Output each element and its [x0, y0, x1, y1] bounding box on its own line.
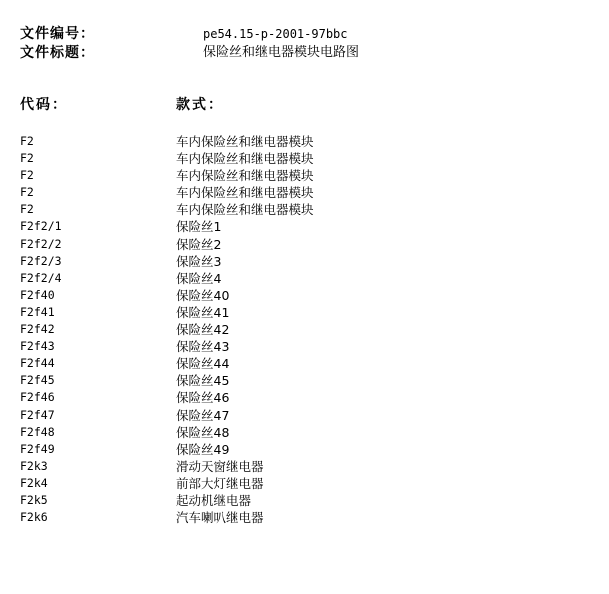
part-code: F2f44: [20, 356, 55, 371]
table-row: [20, 441, 580, 458]
doc-number-label: 文件编号：: [20, 26, 95, 42]
part-description: 保险丝4: [176, 270, 222, 286]
part-description: 保险丝47: [176, 407, 230, 423]
part-code: F2f48: [20, 424, 55, 439]
table-row: [20, 475, 580, 492]
table-row: [20, 424, 580, 441]
part-code: F2: [20, 168, 34, 183]
part-description: 保险丝46: [176, 390, 230, 406]
parts-list: [20, 133, 580, 526]
table-row: [20, 133, 580, 150]
part-description: 滑动天窗继电器: [176, 458, 264, 474]
part-code: F2f49: [20, 441, 55, 456]
part-description: 保险丝49: [176, 441, 230, 457]
code-column-header: 代码：: [20, 97, 68, 113]
part-description: 前部大灯继电器: [176, 475, 264, 491]
table-row: [20, 355, 580, 372]
part-code: F2k6: [20, 510, 48, 525]
table-row: [20, 253, 580, 270]
part-description: 车内保险丝和继电器模块: [176, 168, 314, 184]
part-code: F2: [20, 151, 34, 166]
part-description: 保险丝40: [176, 287, 230, 303]
part-description: 保险丝43: [176, 339, 230, 355]
part-description: 车内保险丝和继电器模块: [176, 134, 314, 149]
part-description: 保险丝1: [176, 219, 222, 235]
part-code: F2f45: [20, 373, 55, 388]
style-column-header: 款式：: [176, 97, 224, 113]
table-row: [20, 184, 580, 201]
table-row: [20, 321, 580, 338]
table-row: [20, 150, 580, 167]
part-code: F2k5: [20, 492, 48, 507]
table-row: [20, 458, 580, 475]
table-row: [20, 389, 580, 406]
part-code: F2: [20, 134, 34, 148]
table-row: [20, 287, 580, 304]
table-row: [20, 218, 580, 235]
part-code: F2f43: [20, 339, 55, 354]
part-code: F2f40: [20, 287, 55, 302]
doc-title-row: [20, 44, 600, 62]
part-code: F2f42: [20, 322, 55, 337]
part-code: F2k4: [20, 475, 48, 490]
part-description: 起动机继电器: [176, 492, 252, 508]
table-row: [20, 509, 580, 526]
part-code: F2k3: [20, 458, 48, 473]
table-row: [20, 167, 580, 184]
table-row: [20, 372, 580, 389]
part-code: F2: [20, 202, 34, 217]
part-description: 汽车喇叭继电器: [176, 510, 264, 526]
part-description: 车内保险丝和继电器模块: [176, 151, 314, 167]
part-code: F2f2/3: [20, 253, 62, 268]
table-row: [20, 236, 580, 253]
part-description: 车内保险丝和继电器模块: [176, 185, 314, 201]
table-row: [20, 201, 580, 218]
table-row: [20, 270, 580, 287]
part-code: F2f46: [20, 390, 55, 405]
doc-title-label: 文件标题：: [20, 45, 95, 61]
table-row: [20, 407, 580, 424]
part-description: 保险丝3: [176, 253, 222, 269]
part-code: F2f47: [20, 407, 55, 422]
part-description: 保险丝45: [176, 373, 230, 389]
table-row: [20, 304, 580, 321]
part-description: 车内保险丝和继电器模块: [176, 202, 314, 218]
doc-number-value: pe54.15-p-2001-97bbc: [203, 27, 348, 41]
part-code: F2: [20, 185, 34, 200]
part-description: 保险丝2: [176, 236, 222, 252]
part-description: 保险丝41: [176, 304, 230, 320]
table-row: [20, 492, 580, 509]
part-code: F2f2/1: [20, 219, 62, 234]
part-code: F2f2/2: [20, 236, 62, 251]
part-code: F2f2/4: [20, 270, 62, 285]
part-code: F2f41: [20, 304, 55, 319]
part-description: 保险丝42: [176, 322, 230, 338]
part-description: 保险丝44: [176, 356, 230, 372]
part-description: 保险丝48: [176, 424, 230, 440]
doc-number-row: [20, 25, 600, 43]
table-row: [20, 338, 580, 355]
doc-title-value: 保险丝和继电器模块电路图: [203, 45, 360, 60]
